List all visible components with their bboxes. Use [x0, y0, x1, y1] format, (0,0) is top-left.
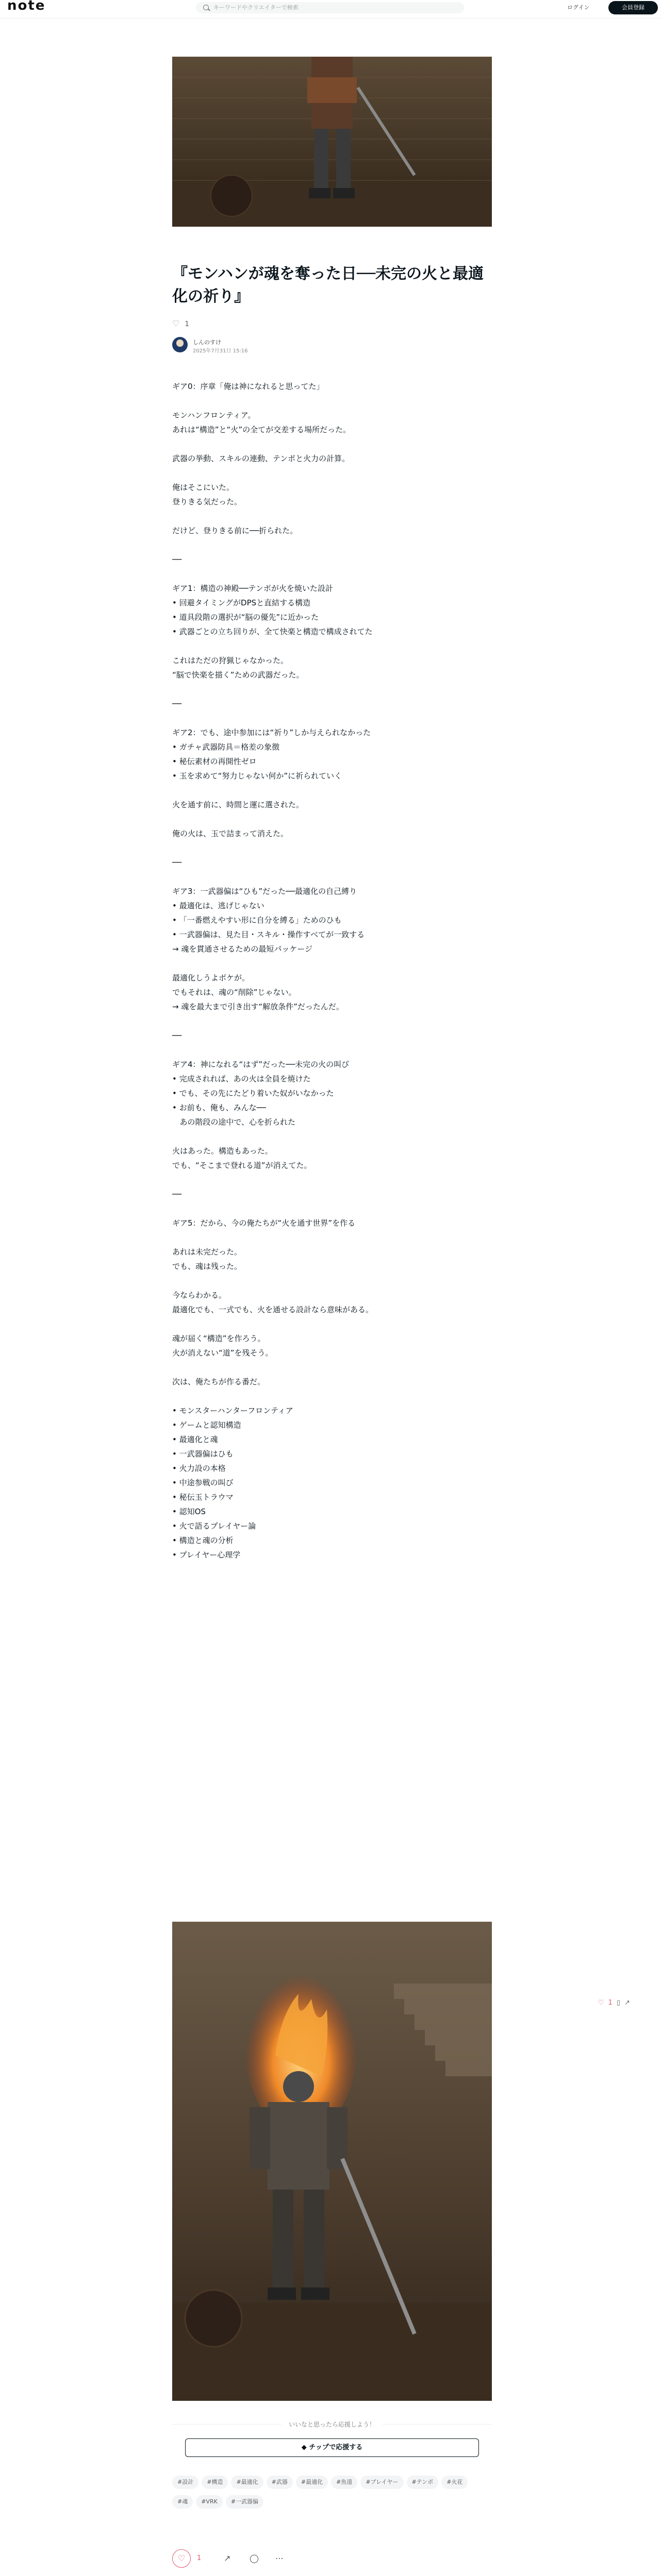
article-paragraph: 火を通す前に、時間と運に選された。 [172, 800, 304, 809]
article-paragraph: モンハンフロンティア。 [172, 411, 256, 420]
tip-button-label: チップで応援する [309, 2444, 363, 2451]
article-paragraph: • 火力設の本格 [172, 1464, 226, 1473]
hashtag[interactable]: #魂 [172, 2495, 193, 2509]
comment-icon[interactable]: ◯ [250, 2553, 259, 2563]
article-paragraph: • でも、その先にたどり着いた奴がいなかった [172, 1089, 334, 1098]
floating-actions [598, 1999, 634, 2007]
article-paragraph: ── [172, 858, 182, 867]
article-paragraph: 火はあった。構造もあった。 [172, 1146, 273, 1156]
hashtag[interactable]: #VRK [196, 2495, 223, 2509]
hashtag[interactable]: #火花 [441, 2476, 468, 2489]
article-paragraph: • 一武器偏は、見た目・スキル・操作すべてが一致する [172, 930, 365, 939]
article-paragraph: • 最適化と魂 [172, 1435, 218, 1444]
bookmark-icon[interactable]: ▯ [616, 1999, 621, 2007]
hashtag[interactable]: #テンポ [407, 2476, 439, 2489]
article-paragraph: ── [172, 1031, 182, 1040]
article-paragraph: あれは未完だった。 [172, 1247, 242, 1257]
hashtag-list [172, 2476, 492, 2515]
hashtag[interactable]: #設計 [172, 2476, 198, 2489]
article-paragraph: あれは“構造”と“火”の全てが交差する場所だった。 [172, 425, 351, 434]
signup-button[interactable]: 会員登録 [608, 1, 658, 14]
article-paragraph: ── [172, 1190, 182, 1199]
article-paragraph [172, 1173, 492, 1187]
article-paragraph: あの階段の途中で、心を折られた [172, 1117, 296, 1127]
article-paragraph [172, 567, 492, 581]
article-paragraph [172, 682, 492, 697]
site-header [0, 0, 662, 19]
article-paragraph [172, 783, 492, 798]
article-paragraph: • 道具段階の選択が“脳の優先”に近かった [172, 613, 319, 622]
article-paragraph [172, 1043, 492, 1057]
article-paragraph: でも、魂は残った。 [172, 1262, 242, 1271]
note-logo[interactable]: note [7, 0, 46, 13]
article-paragraph [172, 509, 492, 523]
author-name[interactable]: しんのすけ [193, 339, 221, 346]
article-paragraph: 登りきる気だった。 [172, 497, 242, 506]
publish-date: 2025年7月31日 15:16 [193, 348, 248, 354]
more-icon[interactable]: ⋯ [275, 2553, 284, 2563]
article-paragraph: 魂が届く“構造”を作ろう。 [172, 1334, 266, 1343]
article-paragraph: 最適化しうよボケが。 [172, 973, 250, 982]
article-paragraph [172, 437, 492, 451]
article-paragraph [172, 1360, 492, 1375]
hashtag[interactable]: #構造 [202, 2476, 228, 2489]
article-body [172, 379, 492, 1562]
article-paragraph: • プレイヤー心理学 [172, 1550, 241, 1560]
article-paragraph: • 「一番燃えやすい形に自分を縛る」ためのひも [172, 916, 342, 925]
article-paragraph: 武器の挙動、スキルの連動、テンポと火力の計算。 [172, 454, 350, 463]
article-paragraph: • 火で語るプレイヤー論 [172, 1521, 256, 1531]
search-placeholder: キーワードやクリエイターで検索 [213, 4, 299, 11]
article-paragraph: • 武器ごとの立ち回りが、全て快楽と構造で構成されてた [172, 627, 373, 636]
article-image [172, 1922, 492, 2401]
hashtag[interactable]: #魚道 [331, 2476, 357, 2489]
tip-caption: いいなと思ったら応援しよう！ [282, 2421, 383, 2428]
article-paragraph: 最適化でも、一式でも、火を通せる設計なら意味がある。 [172, 1305, 374, 1314]
search-input[interactable] [196, 2, 464, 13]
article-paragraph: • 回避タイミングがDPSと直結する構造 [172, 598, 311, 607]
article-paragraph: • 中途参戦の叫び [172, 1478, 234, 1487]
login-link[interactable]: ログイン [567, 4, 590, 11]
article-paragraph: → 魂を貫通させるための最短パッケージ [172, 944, 313, 954]
article-paragraph [172, 394, 492, 408]
article-paragraph [172, 812, 492, 826]
heart-icon: ♡ [172, 318, 180, 328]
article-paragraph: • ゲームと認知構造 [172, 1420, 241, 1430]
article-paragraph: • 玉を求めて“努力じゃない何か”に祈られていく [172, 771, 342, 781]
share-icon[interactable]: ↗ [624, 1999, 630, 2007]
article-paragraph: • お前も、俺も、みんな── [172, 1103, 266, 1112]
article-paragraph: ギア5：だから、今の俺たちが“火を通す世界”を作る [172, 1218, 356, 1228]
article-paragraph [172, 1317, 492, 1331]
tip-section [172, 2421, 492, 2463]
article-paragraph: 今ならわかる。 [172, 1291, 227, 1300]
hashtag[interactable]: #最適化 [231, 2476, 263, 2489]
share-icon[interactable]: ↗ [224, 2553, 231, 2563]
hashtag[interactable]: #プレイヤー [360, 2476, 403, 2489]
article-paragraph: • 完成されれば、あの火は全員を焼けた [172, 1074, 311, 1083]
tip-icon: ◆ [301, 2444, 309, 2451]
article-paragraph: • 構造と魂の分析 [172, 1536, 234, 1545]
article-title: 『モンハンが魂を奪った日──未完の火と最適化の祈り』 [172, 265, 484, 306]
article-paragraph: ── [172, 555, 182, 564]
article-paragraph: “脳で快楽を描く”ための武器だった。 [172, 670, 304, 680]
article-paragraph: ギア4：神になれる“はず”だった──未完の火の叫び [172, 1060, 350, 1069]
article-paragraph: でも、“そこまで登れる道”が消えてた。 [172, 1161, 312, 1170]
article-paragraph [172, 538, 492, 552]
tip-button[interactable] [185, 2438, 479, 2457]
article-paragraph: でもそれは、魂の“削除”じゃない。 [172, 988, 296, 997]
article-paragraph [172, 639, 492, 653]
like-count: 1 [197, 2554, 202, 2562]
article-paragraph [172, 1389, 492, 1403]
article-paragraph: • ガチャ武器防具＝格差の象徴 [172, 742, 280, 752]
article-paragraph: • 秘伝素材の再開性ゼロ [172, 757, 257, 766]
hashtag[interactable]: #武器 [267, 2476, 293, 2489]
article-paragraph [172, 466, 492, 480]
article-paragraph [172, 1274, 492, 1288]
article-paragraph: ── [172, 699, 182, 708]
article-paragraph: だけど、登りきる前に──折られた。 [172, 526, 298, 535]
article-paragraph: • 最適化は、逃げじゃない [172, 901, 264, 910]
avatar[interactable] [172, 337, 188, 352]
article-paragraph: 俺の火は、玉で詰まって消えた。 [172, 829, 289, 838]
like-summary[interactable] [172, 318, 189, 328]
article-paragraph [172, 1129, 492, 1144]
article-paragraph [172, 956, 492, 971]
search-icon [203, 5, 209, 10]
article-paragraph [172, 711, 492, 725]
article-paragraph [172, 870, 492, 884]
article-paragraph: ギア0：序章「俺は神になれると思ってた」 [172, 382, 324, 391]
article-paragraph: 次は、俺たちが作る番だ。 [172, 1377, 266, 1386]
article-paragraph: • モンスターハンターフロンティア [172, 1406, 293, 1415]
hashtag[interactable]: #一武器偏 [226, 2495, 263, 2509]
hashtag[interactable]: #最適化 [296, 2476, 328, 2489]
article-paragraph: ギア3：一武器偏は“ひも”だった──最適化の自己縛り [172, 887, 357, 896]
like-count: 1 [185, 320, 189, 328]
article-paragraph: ギア2：でも、途中参加には“祈り”しか与えられなかった [172, 728, 371, 737]
article-paragraph [172, 841, 492, 855]
side-like-count: 1 [608, 1999, 613, 2007]
article-paragraph [172, 1014, 492, 1028]
article-paragraph [172, 1201, 492, 1216]
article-paragraph: • 一武器偏はひも [172, 1449, 234, 1459]
article-paragraph: • 秘伝玉トラウマ [172, 1493, 234, 1502]
article-paragraph: • 認知OS [172, 1507, 206, 1516]
article-paragraph: これはただの狩猟じゃなかった。 [172, 656, 289, 665]
article-paragraph: 火が消えない“道”を残そう。 [172, 1348, 273, 1358]
article-paragraph [172, 1230, 492, 1245]
article-paragraph: → 魂を最大まで引き出す“解放条件”だったんだ。 [172, 1002, 344, 1011]
article-paragraph: 俺はそこにいた。 [172, 483, 235, 492]
hero-image [172, 57, 492, 227]
article-paragraph: ギア1：構造の神殿──テンポが火を焼いた設計 [172, 584, 333, 593]
like-button[interactable]: ♡ [172, 2549, 191, 2568]
article-actions [172, 2549, 492, 2568]
heart-icon[interactable]: ♡ [598, 1999, 604, 2007]
